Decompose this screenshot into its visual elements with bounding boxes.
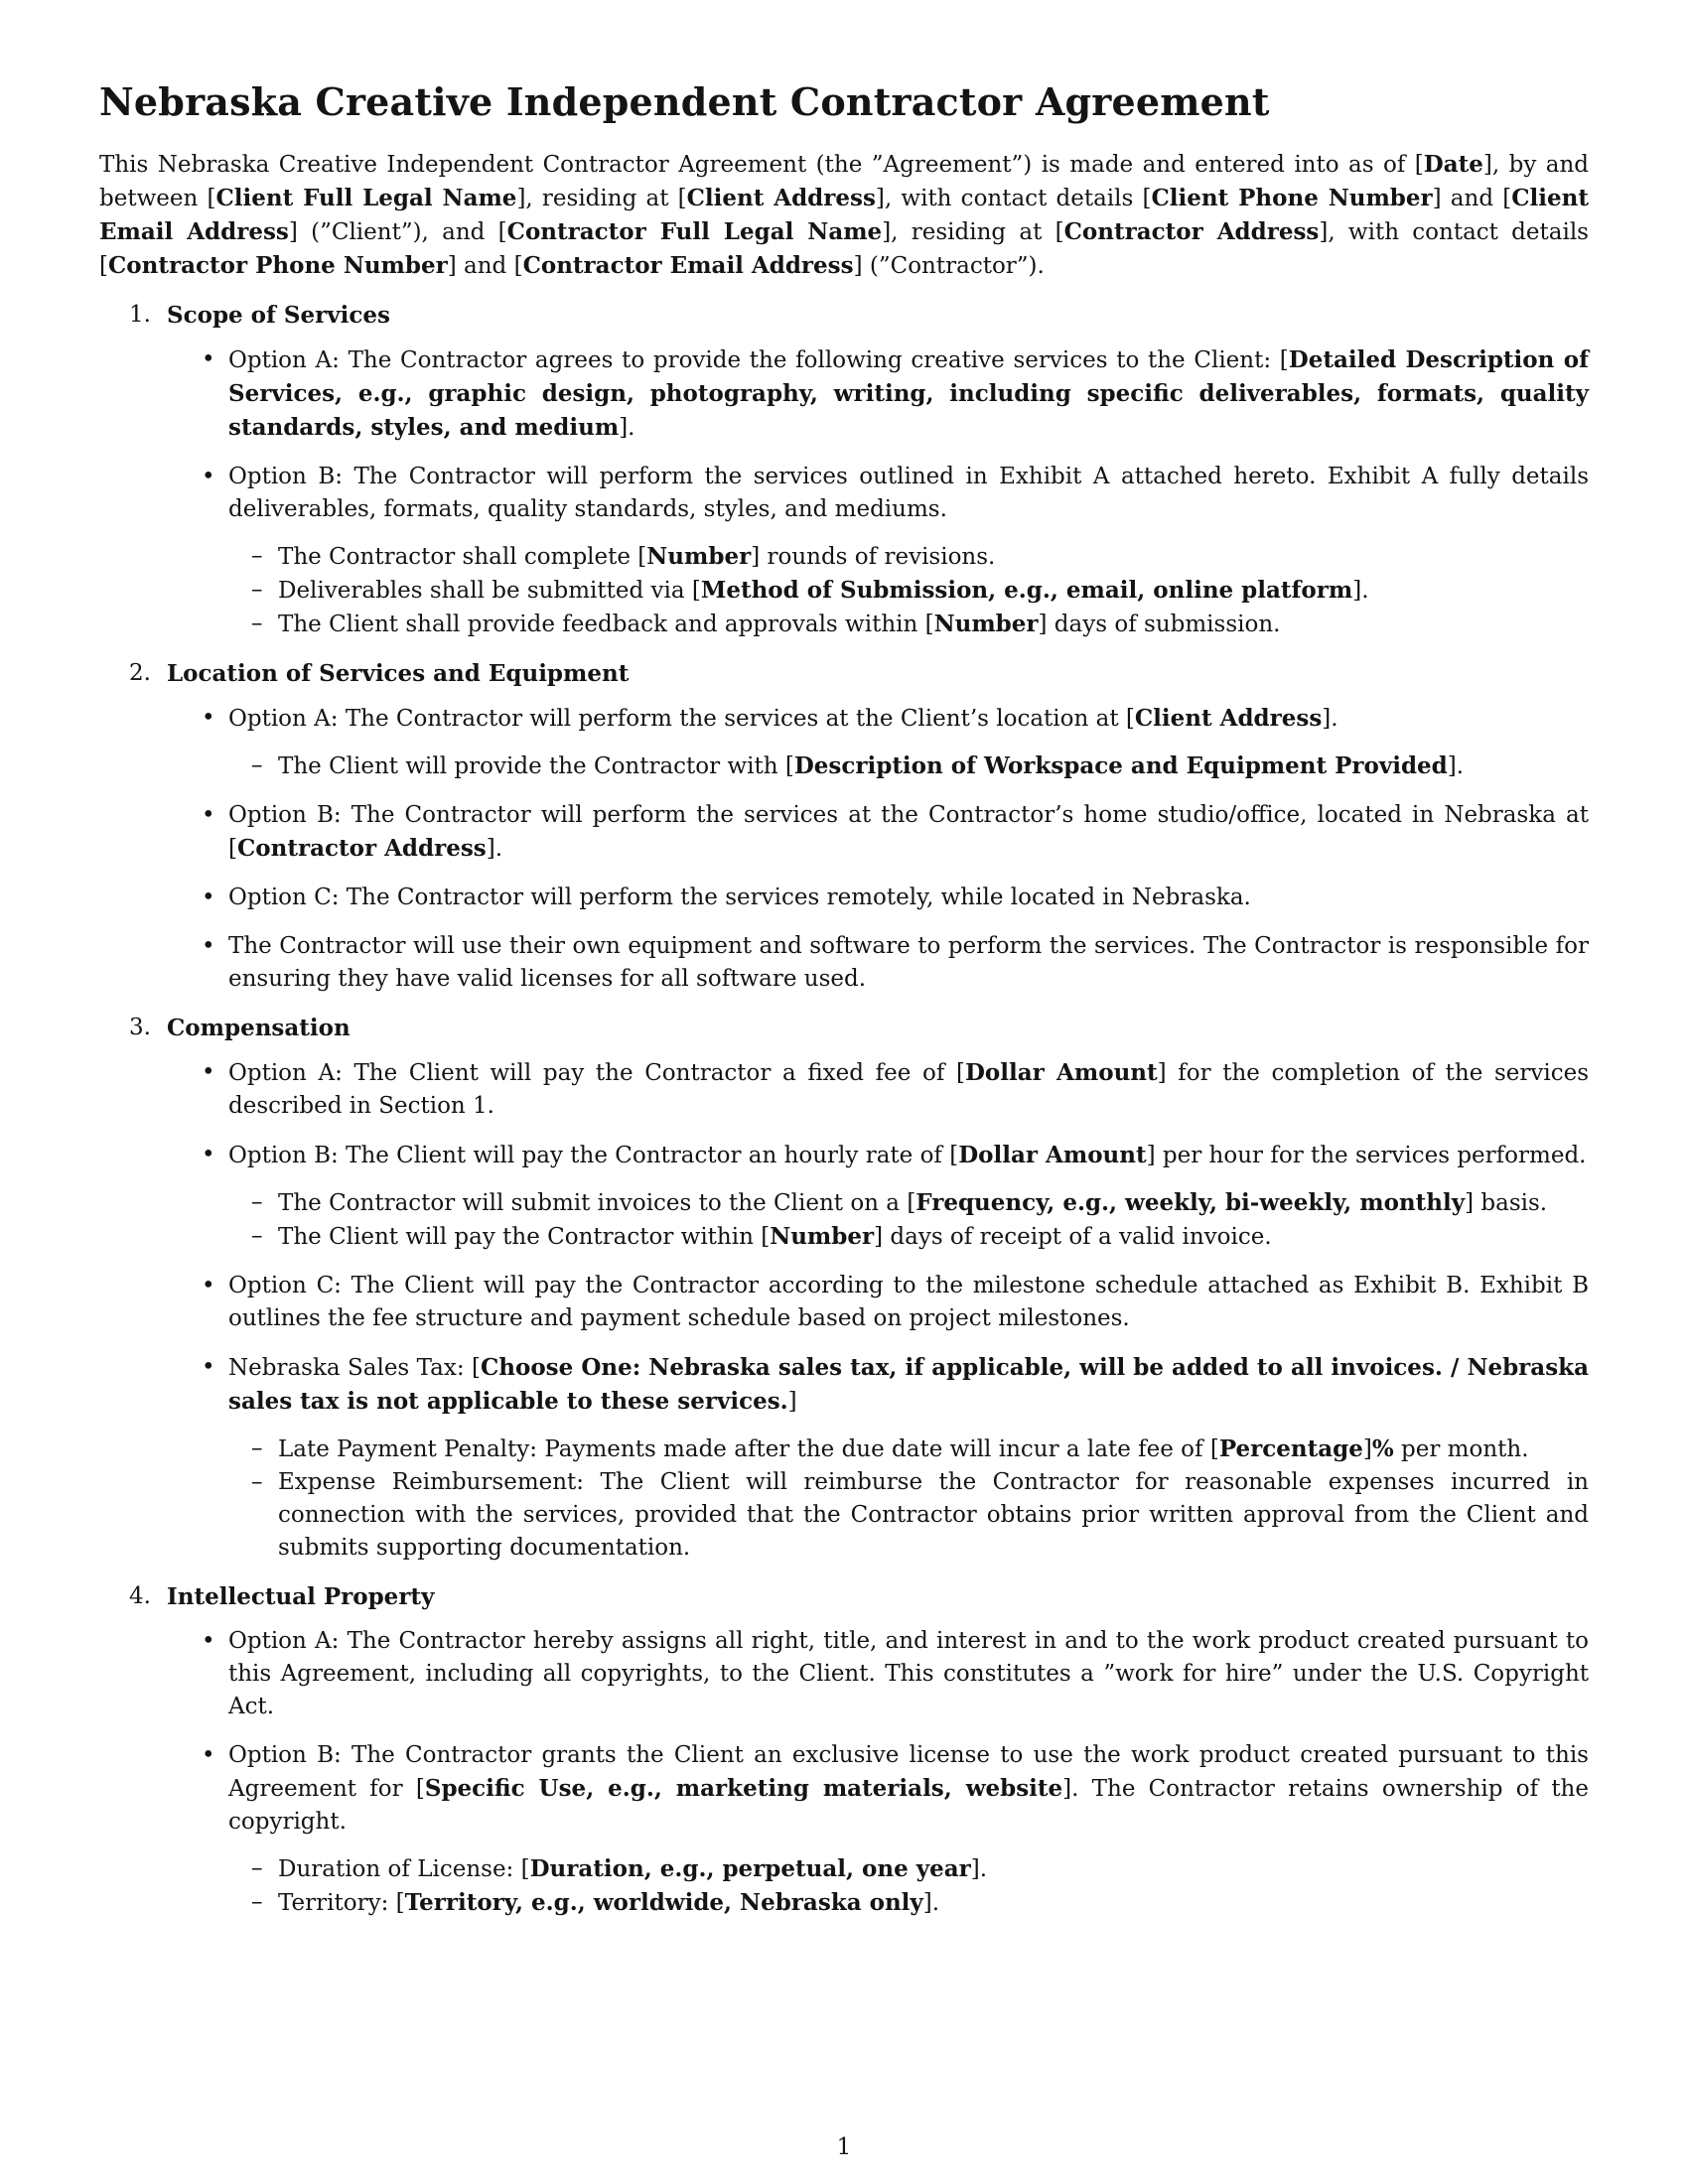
placeholder-contractor-phone: Contractor Phone Number bbox=[107, 252, 448, 279]
list-item: • Option B: The Contractor will perform the services at the Contractor’s home studio/office, located in Nebraska at [Contractor Address]. bbox=[228, 799, 1589, 866]
sub-list-item: – Expense Reimbursement: The Client will reimburse the Contractor for reasonable expenses incurred in connection with the services, provided that the Contractor obtains prior written approval from the Client and submits supporting documentation. bbox=[278, 1466, 1589, 1565]
section-compensation bbox=[99, 1012, 1589, 1565]
placeholder-contractor-email: Contractor Email Address bbox=[522, 252, 854, 279]
section-list bbox=[99, 299, 1589, 1920]
sub-list-item: – The Client will provide the Contractor with [Description of Workspace and Equipment Provided]. bbox=[278, 750, 1589, 783]
list-item: • Option B: The Contractor grants the Client an exclusive license to use the work product created pursuant to this Agreement for [Specific Use, e.g., marketing materials, website]. The Contractor retains ownership of the copyright. – Duration of License: [Duration, e.g., perpetual, one year]. – Territory: [Territory, e.g., worldwide, Nebraska only]. bbox=[228, 1739, 1589, 1920]
list-item: • Option B: The Client will pay the Contractor an hourly rate of [Dollar Amount] per hour for the services performed. – The Contractor will submit invoices to the Client on a [Frequency, e.g., weekly, bi-weekly, monthly] basis. – The Client will pay the Contractor within [Number] days of receipt of a valid invoice. bbox=[228, 1139, 1589, 1254]
list-item: • Option A: The Contractor will perform the services at the Client’s location at [Client Address]. – The Client will provide the Contractor with [Description of Workspace and Equipment Provided]. bbox=[228, 702, 1589, 783]
sub-list-item: – Duration of License: [Duration, e.g., perpetual, one year]. bbox=[278, 1852, 1589, 1886]
placeholder-contractor-address: Contractor Address bbox=[1063, 218, 1320, 245]
list-item: • Option A: The Contractor agrees to provide the following creative services to the Client: [Detailed Description of Services, e.g., graphic design, photography, writing, including specific deliverables, formats, quality standards, styles, and medium]. bbox=[228, 343, 1589, 445]
list-item: • Option C: The Contractor will perform the services remotely, while located in Nebraska. bbox=[228, 882, 1589, 914]
placeholder-client-phone: Client Phone Number bbox=[1151, 185, 1433, 211]
section-intellectual-property bbox=[99, 1580, 1589, 1920]
list-item: • The Contractor will use their own equipment and software to perform the services. The Contractor is responsible for ensuring they have valid licenses for all software used. bbox=[228, 930, 1589, 996]
sub-list-item: – The Client shall provide feedback and approvals within [Number] days of submission. bbox=[278, 608, 1589, 641]
list-item: • Option C: The Client will pay the Contractor according to the milestone schedule attached as Exhibit B. Exhibit B outlines the fee structure and payment schedule based on project milestones. bbox=[228, 1270, 1589, 1335]
list-item: • Option B: The Contractor will perform the services outlined in Exhibit A attached hereto. Exhibit A fully details deliverables, formats, quality standards, styles, and mediums. – The Contractor shall complete [Number] rounds of revisions. – Deliverables shall be submitted via [Method of Submission, e.g., email, online platform]. – The Client shall provide feedback and approvals within [Number] days of submission. bbox=[228, 461, 1589, 641]
section-scope-of-services bbox=[99, 299, 1589, 641]
placeholder-date: Date bbox=[1423, 151, 1483, 178]
placeholder-contractor-name: Contractor Full Legal Name bbox=[506, 218, 883, 245]
section-heading: 3. Compensation bbox=[129, 1015, 351, 1041]
sub-list-item: – The Client will pay the Contractor within [Number] days of receipt of a valid invoice. bbox=[278, 1220, 1589, 1254]
document-title: Nebraska Creative Independent Contractor Agreement bbox=[99, 79, 1270, 124]
list-item: • Option A: The Client will pay the Contractor a fixed fee of [Dollar Amount] for the completion of the services described in Section 1. bbox=[228, 1056, 1589, 1123]
sub-list-item: – Late Payment Penalty: Payments made after the due date will incur a late fee of [Percentage]% per month. bbox=[278, 1433, 1589, 1466]
section-heading: 4. Intellectual Property bbox=[129, 1583, 435, 1610]
sub-list-item: – The Contractor will submit invoices to the Client on a [Frequency, e.g., weekly, bi-weekly, monthly] basis. bbox=[278, 1186, 1589, 1220]
sub-list-item: – The Contractor shall complete [Number] rounds of revisions. bbox=[278, 540, 1589, 574]
section-heading: 2. Location of Services and Equipment bbox=[129, 660, 630, 687]
placeholder-client-address: Client Address bbox=[686, 185, 876, 211]
placeholder-client-name: Client Full Legal Name bbox=[215, 185, 517, 211]
sub-list-item: – Territory: [Territory, e.g., worldwide, Nebraska only]. bbox=[278, 1886, 1589, 1920]
section-location bbox=[99, 657, 1589, 996]
intro-paragraph: This Nebraska Creative Independent Contractor Agreement (the ”Agreement”) is made and entered into as of [Date], by and between [Client Full Legal Name], residing at [Client Address], with contact details [Client Phone Number] and [Client Email Address] (”Client”), and [Contractor Full Legal Name], residing at [Contractor Address], with contact details [Contractor Phone Number] and [Contractor Email Address] (”Contractor”). bbox=[99, 151, 1590, 279]
list-item: • Nebraska Sales Tax: [Choose One: Nebraska sales tax, if applicable, will be added to all invoices. / Nebraska sales tax is not applicable to these services.] – Late Payment Penalty: Payments made after the due date will incur a late fee of [Percentage]% per month. – Expense Reimbursement: The Client will reimburse the Contractor for reasonable expenses incurred in connection with the services, provided that the Contractor obtains prior written approval from the Client and submits supporting documentation. bbox=[228, 1351, 1589, 1565]
placeholder-client-email: Client Email Address bbox=[99, 185, 1589, 245]
list-item: • Option A: The Contractor hereby assigns all right, title, and interest in and to the work product created pursuant to this Agreement, including all copyrights, to the Client. This constitutes a ”work for hire” under the U.S. Copyright Act. bbox=[228, 1625, 1589, 1723]
document-page bbox=[99, 79, 1589, 1936]
sub-list-item: – Deliverables shall be submitted via [Method of Submission, e.g., email, online platform]. bbox=[278, 574, 1589, 608]
page-number: 1 bbox=[836, 2134, 852, 2160]
section-heading: 1. Scope of Services bbox=[129, 302, 390, 329]
